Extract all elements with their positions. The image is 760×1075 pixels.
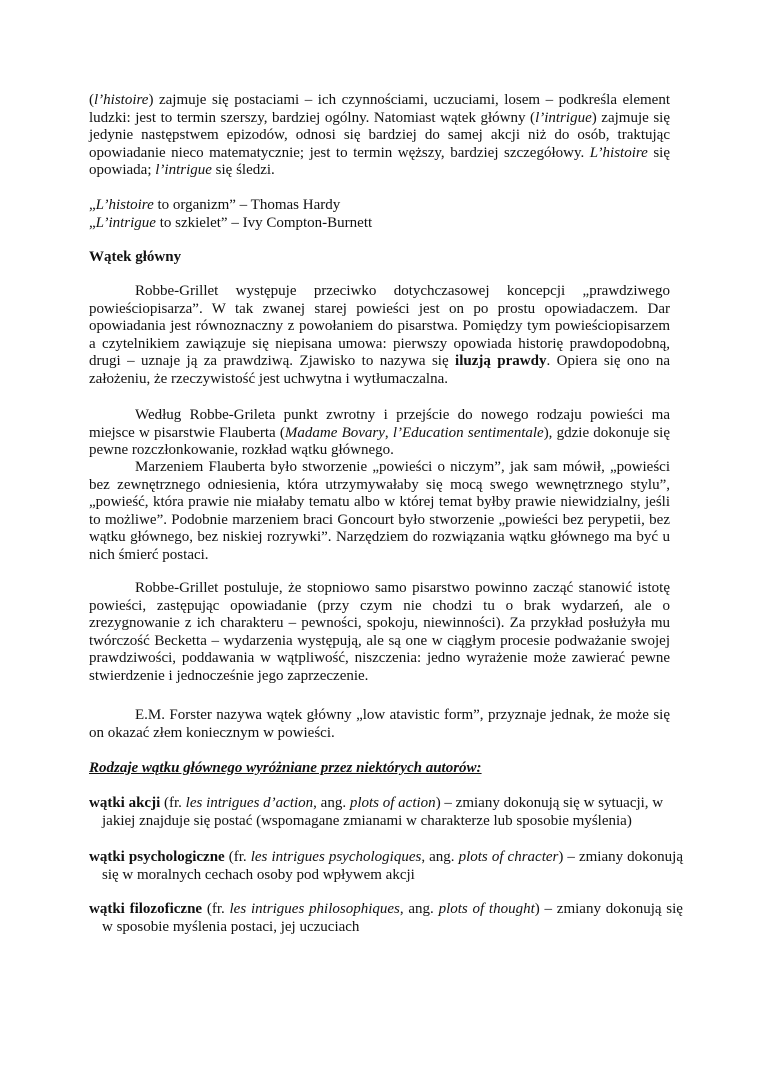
quote-hardy	[89, 197, 670, 215]
text-span: plots of thought	[438, 901, 535, 917]
list-item-watki-filozoficzne	[89, 901, 683, 936]
text-span: plots of chracter	[458, 849, 559, 865]
text-span: (fr.	[202, 901, 230, 917]
text-span: wątki akcji	[89, 795, 161, 811]
quote-block	[89, 197, 670, 232]
text-span: les intrigues d’action	[185, 795, 314, 811]
text-span: , ang.	[313, 795, 350, 811]
text-span: plots of action	[349, 795, 436, 811]
paragraph-pisarstwo-istota: Robbe-Grillet postuluje, że stopniowo samo pisarstwo powinno zacząć stanowić istotę powieści, zastępując opowiadanie (przy czym nie chodzi tu o brak wydarzeń, ale o zrezygnowanie z ich charakteru – pewności, spokoju, niewinności). Za przykład posłużyła mu twórczość Becketta – wydarzenia występują, ale są one w ciągłym procesie podważanie swojej prawdziwości, poddawania w wątpliwość, niszczenia: jedno wyrażenie może zawierać pewne stwierdzenie i jednocześnie jego zaprzeczenie.	[89, 580, 670, 684]
text-span: les intrigues philosophiques	[229, 901, 400, 917]
text-span: to szkielet” – Ivy Compton-Burnett	[155, 214, 373, 231]
term-intrigue: l’intrigue	[155, 162, 212, 178]
text-span: Według Robbe-Grileta punkt zwrotny i przejście do nowego rodzaju powieści ma miejsce w pisarstwie Flauberta (	[89, 407, 670, 441]
title-madame-bovary: Madame Bovary	[284, 424, 385, 441]
text-span: się śledzi.	[211, 162, 275, 178]
text-span: , ang.	[421, 849, 459, 865]
list-item-watki-akcji	[89, 795, 683, 830]
text-span: L’intrigue	[95, 214, 156, 231]
text-span: „	[89, 197, 96, 213]
text-span: się opowiada;	[89, 144, 670, 178]
heading-watek-glowny: Wątek główny	[89, 249, 182, 265]
heading-rodzaje-watku: Rodzaje wątku głównego wyróżniane przez niektórych autorów:	[89, 760, 482, 776]
text-span: ), gdzie dokonuje się pewne rozczłonkowanie, rozkład wątku głównego.	[89, 424, 670, 458]
text-span: wątki psychologiczne	[89, 849, 225, 865]
text-span: (fr.	[160, 795, 186, 811]
text-span: L’histoire	[95, 197, 154, 213]
text-span: ,	[384, 424, 393, 441]
text-span: ) zajmuje się postaciami – ich czynnościami, uczuciami, losem – podkreśla element ludzki: jest to termin szerszy, bardziej ogólny. Natomiast wątek główny (	[89, 92, 670, 126]
text-span: , ang.	[399, 901, 439, 917]
paragraph-robbe-grillet-iluzja	[89, 283, 670, 388]
text-span: Robbe-Grillet występuje przeciwko dotychczasowej koncepcji „prawdziwego powieściopisarza”. W tak zwanej starej powieści jest on po prostu opowiadaczem. Dar opowiadania jest równoznaczny z powołaniem do pisarstwa. Pomiędzy tym powieściopisarzem a czytelnikiem zawiązuje się niepisana umowa: pierwszy opowiada historię prawdopodobną, drugi – uznaje ją za prawdziwą. Zjawisko to nazywa się	[89, 283, 670, 369]
paragraph-flaubert	[89, 407, 670, 460]
text-span: (fr.	[224, 849, 251, 865]
text-span: les intrigues psychologiques	[250, 849, 422, 865]
text-span: ) – zmiany dokonują się w sytuacji, w jakiej znajduje się postać (wspomagane zmianami w charakterze lub sposobie myślenia)	[102, 795, 664, 829]
term-histoire: l’histoire	[94, 92, 149, 108]
term-histoire: L’histoire	[589, 144, 648, 161]
term-intrigue: l’intrigue	[535, 109, 592, 126]
title-education-sentimentale: l’Education sentimentale	[392, 424, 544, 441]
text-span: ) zajmuje się jedynie następstwem epizodów, odnosi się bardziej do samej akcji niż do osób, traktując opowiadanie nieco matematycznie; jest to termin węższy, bardziej szczegółowy.	[89, 109, 670, 161]
text-span: wątki filozoficzne	[89, 901, 203, 917]
quote-compton-burnett	[89, 215, 670, 233]
term-iluzja-prawdy: iluzją prawdy	[455, 353, 547, 369]
paragraph-histoire-intrigue: (l’histoire) zajmuje się postaciami – ich czynnościami, uczuciami, losem – podkreśla element ludzki: jest to termin szerszy, bardziej ogólny. Natomiast wątek główny (l’intrigue) zajmuje się jedynie następstwem epizodów, odnosi się bardziej do samej akcji niż do osób, traktując opowiadanie nieco matematycznie; jest to termin węższy, bardziej szczegółowy. L’histoire się opowiada; l’intrigue się śledzi.	[89, 92, 670, 178]
list-item-watki-psychologiczne	[89, 849, 683, 884]
paragraph-marzenie-flauberta: Marzeniem Flauberta było stworzenie „powieści o niczym”, jak sam mówił, „powieści bez zewnętrznego odniesienia, która utrzymywałaby się mocą swego wewnętrznego stylu”, „powieść, która prawie nie miałaby tematu albo w której temat byłby prawie niewidzialny, jeśli to możliwe”. Podobnie marzeniem braci Goncourt było stworzenie „powieści bez perypetii, bez wątku głównego, bez niskiej rozrywki”. Narzędziem do rozwiązania wątku głównego ma być u nich śmierć postaci.	[89, 459, 670, 563]
text-span: to organizm” – Thomas Hardy	[153, 197, 341, 213]
text-span: ) – zmiany dokonują się w sposobie myślenia postaci, jej uczuciach	[102, 901, 683, 935]
paragraph-forster: E.M. Forster nazywa wątek główny „low atavistic form”, przyznaje jednak, że może się on okazać złem koniecznym w powieści.	[89, 707, 670, 741]
text-span: . Opiera się ono na założeniu, że rzeczywistość jest uchwytna i wytłumaczalna.	[89, 353, 670, 387]
text-span: ) – zmiany dokonują się w moralnych cechach osoby pod wpływem akcji	[102, 849, 683, 883]
text-span: „	[89, 214, 96, 231]
